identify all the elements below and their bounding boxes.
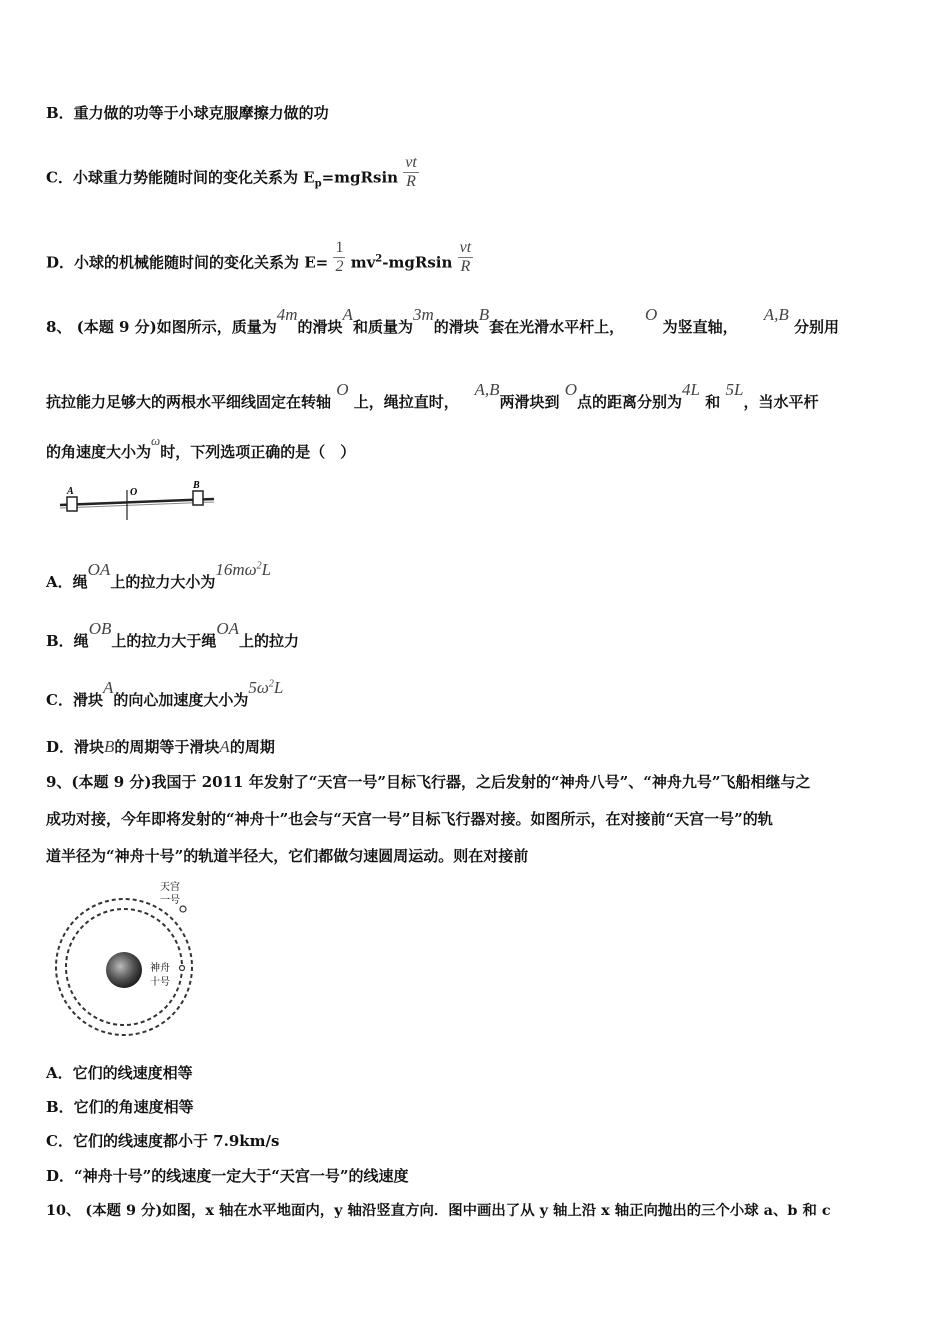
label-tiangong-line2: 一号 [160, 895, 180, 906]
q8-option-c: C．滑块A的向心加速度大小为$5\omega^2L$ [46, 678, 284, 709]
label-o: O [130, 487, 138, 498]
q8-stem-line1: 8、 (本题 9 分)如图所示，质量为4m的滑块A和质量为3m的滑块B套在光滑水平杆上， O 为竖直轴， A,B 分别用 [46, 305, 839, 336]
q9-option-c: C．它们的线速度都小于 7.9km/s [46, 1132, 280, 1150]
slider-b [193, 491, 203, 505]
fraction-vt-over-r: $\frac{vt}{R}$ [459, 239, 472, 275]
horizontal-rod [60, 499, 214, 505]
q7-option-c: C．小球重力势能随时间的变化关系为 $E_p=mgRsin$ $\frac{vt}{R}$ [46, 154, 417, 190]
q8-stem-line3: 的角速度大小为ω时，下列选项正确的是（ ） [46, 433, 356, 461]
q7-option-b: B．重力做的功等于小球克服摩擦力做的功 [46, 104, 329, 122]
earth-planet [106, 952, 142, 988]
q9-stem-line1: 9、(本题 9 分)我国于 2011 年发射了“天宫一号”目标飞行器，之后发射的“神舟八号”、“神舟九号”飞船相继与之 [46, 773, 811, 791]
q9-stem-line3: 道半径为“神舟十号”的轨道半径大，它们都做匀速圆周运动。则在对接前 [46, 847, 529, 865]
q8-option-a: A．绳OA上的拉力大小为$16m\omega^2L$ [46, 560, 272, 591]
q8-option-b: B．绳OB上的拉力大于绳OA上的拉力 [46, 619, 300, 650]
label-shenzhou-line2: 十号 [150, 977, 170, 988]
q9-stem-line2: 成功对接，今年即将发射的“神舟十”也会与“天宫一号”目标飞行器对接。如图所示，在对接前“天宫一号”的轨 [46, 810, 773, 828]
q7-option-d: D．小球的机械能随时间的变化关系为 E= $\frac{1}{2}$ $mv^2$-mgRsin $\frac{vt}{R}$ [46, 239, 472, 275]
q9-option-a: A．它们的线速度相等 [46, 1064, 193, 1082]
q8-option-d: D．滑块B的周期等于滑块A的周期 [46, 737, 275, 756]
q8-rod-figure [56, 478, 221, 523]
q10-stem-line1: 10、 (本题 9 分)如图，x 轴在水平地面内，y 轴沿竖直方向．图中画出了从 y 轴上沿 x 轴正向抛出的三个小球 a、b 和 c [46, 1202, 831, 1219]
q9-option-b: B．它们的角速度相等 [46, 1098, 194, 1116]
fraction-vt-over-r: $\frac{vt}{R}$ [405, 154, 417, 190]
label-a: A [67, 486, 74, 497]
tiangong-satellite [180, 906, 186, 912]
slider-a [67, 497, 77, 511]
label-shenzhou-line1: 神舟 [150, 963, 170, 974]
shenzhou-satellite [180, 966, 185, 971]
q9-orbit-figure [52, 870, 202, 1040]
q8-stem-line2: 抗拉能力足够大的两根水平细线固定在转轴 O 上，绳拉直时， A,B两滑块到 O点的距离分别为4L 和 5L，当水平杆 [46, 380, 819, 411]
label-b: B [193, 480, 200, 491]
label-tiangong-line1: 天宫 [160, 882, 180, 893]
q9-option-d: D．“神舟十号”的线速度一定大于“天宫一号”的线速度 [46, 1167, 409, 1185]
fraction-one-half: $\frac{1}{2}$ [335, 239, 344, 275]
